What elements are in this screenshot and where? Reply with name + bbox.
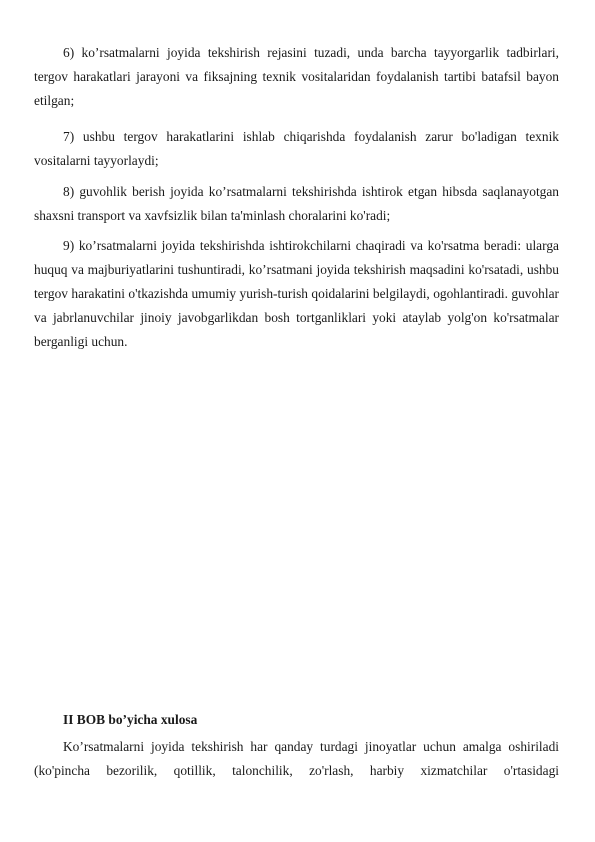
paragraph-item-8: 8) guvohlik berish joyida ko’rsatmalarni tekshirishda ishtirok etgan hibsda saqlanayotgan shaxsni transport va xavfsizlik bilan ta'minlash choralarini ko'radi; [34,184,559,223]
section-heading: II BOB bo’yicha xulosa [63,712,198,727]
paragraph-item-6: 6) ko’rsatmalarni joyida tekshirish rejasini tuzadi, unda barcha tayyorgarlik tadbirlari, tergov harakatlari jarayoni va fiksajning texnik vositalaridan foydalanish tartibi batafsil bayon etilgan; [34,45,559,108]
conclusion-paragraph: Ko’rsatmalarni joyida tekshirish har qanday turdagi jinoyatlar uchun amalga oshiriladi (ko'pincha bezorilik, qotillik, talonchilik, zo'rlash, harbiy xizmatchilar o'rtasidagi [34,739,559,778]
paragraph-item-9: 9) ko’rsatmalarni joyida tekshirishda ishtirokchilarni chaqiradi va ko'rsatma beradi: ularga huquq va majburiyatlarini tushuntiradi, ko’rsatmani joyida tekshirish maqsadini ko'rsatadi, ushbu tergov harakatini o'tkazishda umumiy yurish-turish qoidalarini belgilaydi, ogohlantiradi. guvohlar va jabrlanuvchilar jinoiy javobgarlikdan bosh tortganliklari yoki ataylab yolg'on ko'rsatmalar berganligi uchun. [34,238,559,349]
paragraph-item-7: 7) ushbu tergov harakatlarini ishlab chiqarishda foydalanish zarur bo'ladigan texnik vositalarni tayyorlaydi; [34,129,559,168]
